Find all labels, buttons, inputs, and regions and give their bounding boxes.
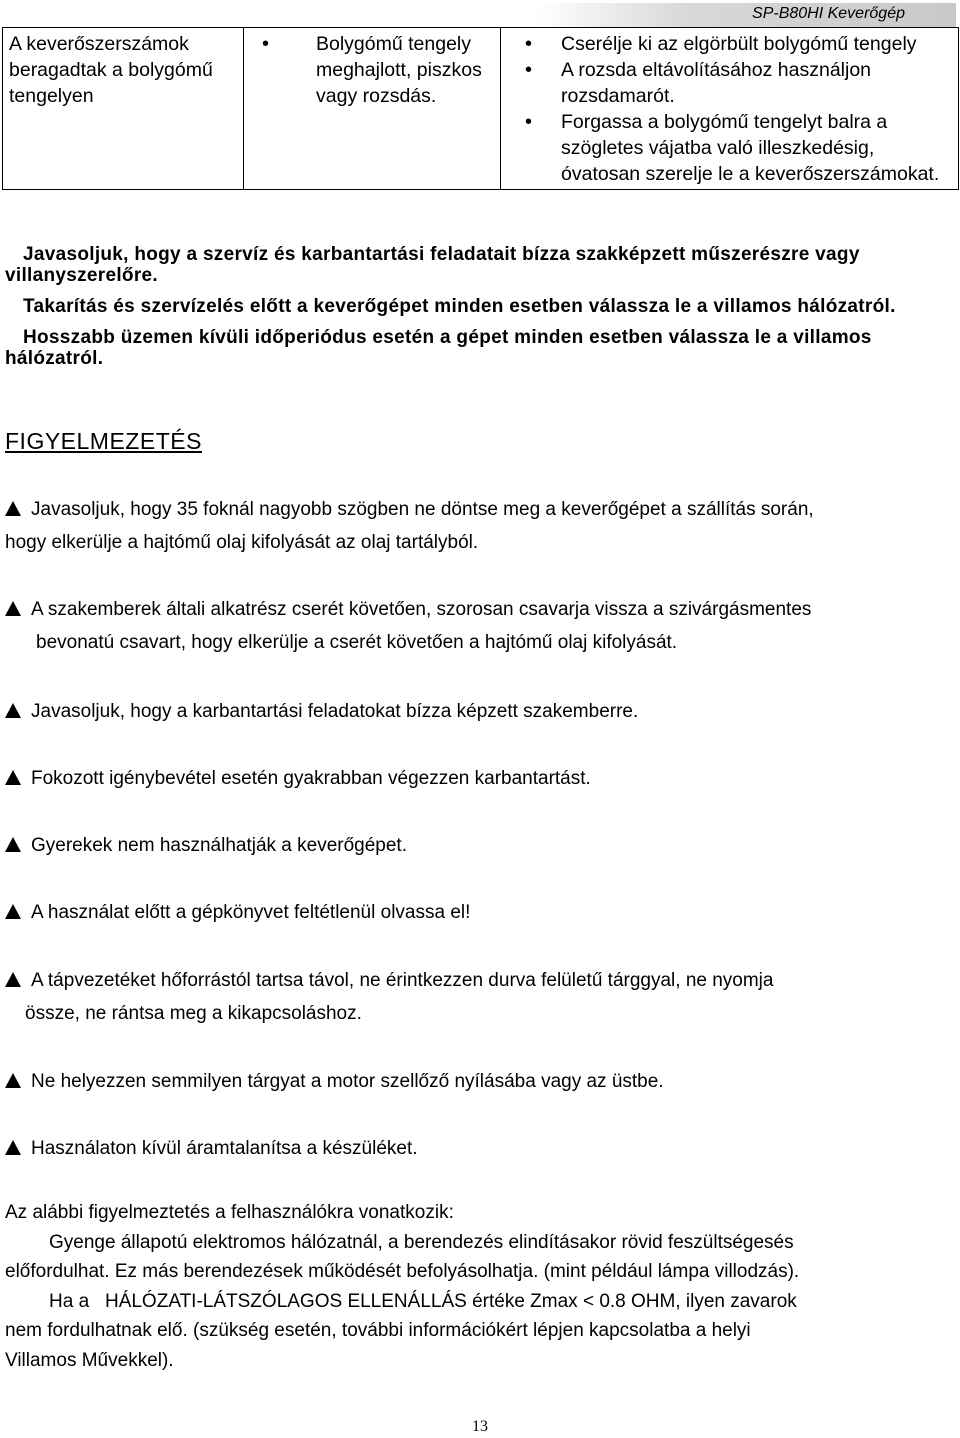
warning-triangle-icon [5, 1140, 21, 1155]
warning-item: Használaton kívül áramtalanítsa a készüléket. [5, 1132, 955, 1165]
warning-item: Gyerekek nem használhatják a keverőgépet. [5, 829, 955, 862]
warning-triangle-icon [5, 1073, 21, 1088]
notice-intro: Az alábbi figyelmeztetés a felhasználókra vonatkozik: [5, 1202, 454, 1223]
warning-item: A szakemberek általi alkatrész cserét követően, szorosan csavarja vissza a szivárgásmentes bevonatú csavart, hogy elkerülje a cserét követően a hajtómű olaj kifolyását. [5, 593, 955, 659]
cause-item: • Bolygómű tengely meghajlott, piszkos vagy rozsdás. [248, 31, 496, 109]
warning-item: A tápvezetéket hőforrástól tartsa távol, ne érintkezzen durva felületű tárggyal, ne nyomja össze, ne rántsa meg a kikapcsoláshoz. [5, 964, 955, 1030]
troubleshooting-table [2, 27, 959, 190]
solution-item: • A rozsda eltávolításához használjon rozsdamarót. [505, 57, 954, 109]
warning-item: Javasoljuk, hogy a karbantartási feladatokat bízza képzett szakemberre. [5, 695, 955, 728]
service-note: Takarítás és szervízelés előtt a keverőgépet minden esetben válassza le a villamos hálózatról. [23, 296, 896, 317]
cause-cell [244, 28, 501, 190]
service-note: Javasoljuk, hogy a szervíz és karbantartási feladatait bízza szakképzett műszerészre vagy villanyszerelőre. [5, 244, 860, 286]
service-notes [5, 244, 955, 379]
warning-triangle-icon [5, 601, 21, 616]
notice-line: Villamos Művekkel). [5, 1349, 174, 1371]
notice-line: nem fordulhatnak elő. (szükség esetén, további információkért lépjen kapcsolatba a helyi [5, 1320, 751, 1341]
warning-heading: FIGYELMEZETÉS [5, 428, 202, 454]
table-row [3, 28, 959, 190]
warning-triangle-icon [5, 904, 21, 919]
power-grid-notice [5, 1198, 955, 1375]
notice-line: előfordulhat. Ez más berendezések működését befolyásolhatja. (mint például lámpa villodzás). [5, 1261, 800, 1282]
notice-line: Gyenge állapotú elektromos hálózatnál, a berendezés elindításakor rövid feszültségesés [49, 1231, 794, 1253]
warning-triangle-icon [5, 703, 21, 718]
warning-item: Fokozott igénybevétel esetén gyakrabban végezzen karbantartást. [5, 762, 955, 795]
warning-item: Javasoljuk, hogy 35 foknál nagyobb szögben ne döntse meg a keverőgépet a szállítás során, hogy elkerülje a hajtómű olaj kifolyását az olaj tartályból. [5, 499, 814, 553]
warning-triangle-icon [5, 501, 21, 516]
service-note: Hosszabb üzemen kívüli időperiódus esetén a gépet minden esetben válassza le a villamos hálózatról. [5, 327, 872, 369]
page-number: 13 [472, 1418, 488, 1435]
solution-item: • Cserélje ki az elgörbült bolygómű tengely [505, 31, 954, 57]
solution-cell [501, 28, 959, 190]
warning-triangle-icon [5, 770, 21, 785]
solution-item: • Forgassa a bolygómű tengelyt balra a szögletes vájatba való illeszkedésig, óvatosan szerelje le a keverőszerszámokat. [505, 109, 954, 187]
problem-cell: A keverőszerszámok beragadtak a bolygómű tengelyen [3, 28, 244, 190]
warning-triangle-icon [5, 837, 21, 852]
warning-item: Ne helyezzen semmilyen tárgyat a motor szellőző nyílásába vagy az üstbe. [5, 1065, 955, 1098]
warning-item: A használat előtt a gépkönyvet feltétlenül olvassa el! [5, 896, 955, 929]
warning-triangle-icon [5, 972, 21, 987]
header-title: SP-B80HI Keverőgép [752, 5, 905, 22]
notice-line: Ha a HÁLÓZATI-LÁTSZÓLAGOS ELLENÁLLÁS értéke Zmax < 0.8 OHM, ilyen zavarok [49, 1290, 797, 1312]
